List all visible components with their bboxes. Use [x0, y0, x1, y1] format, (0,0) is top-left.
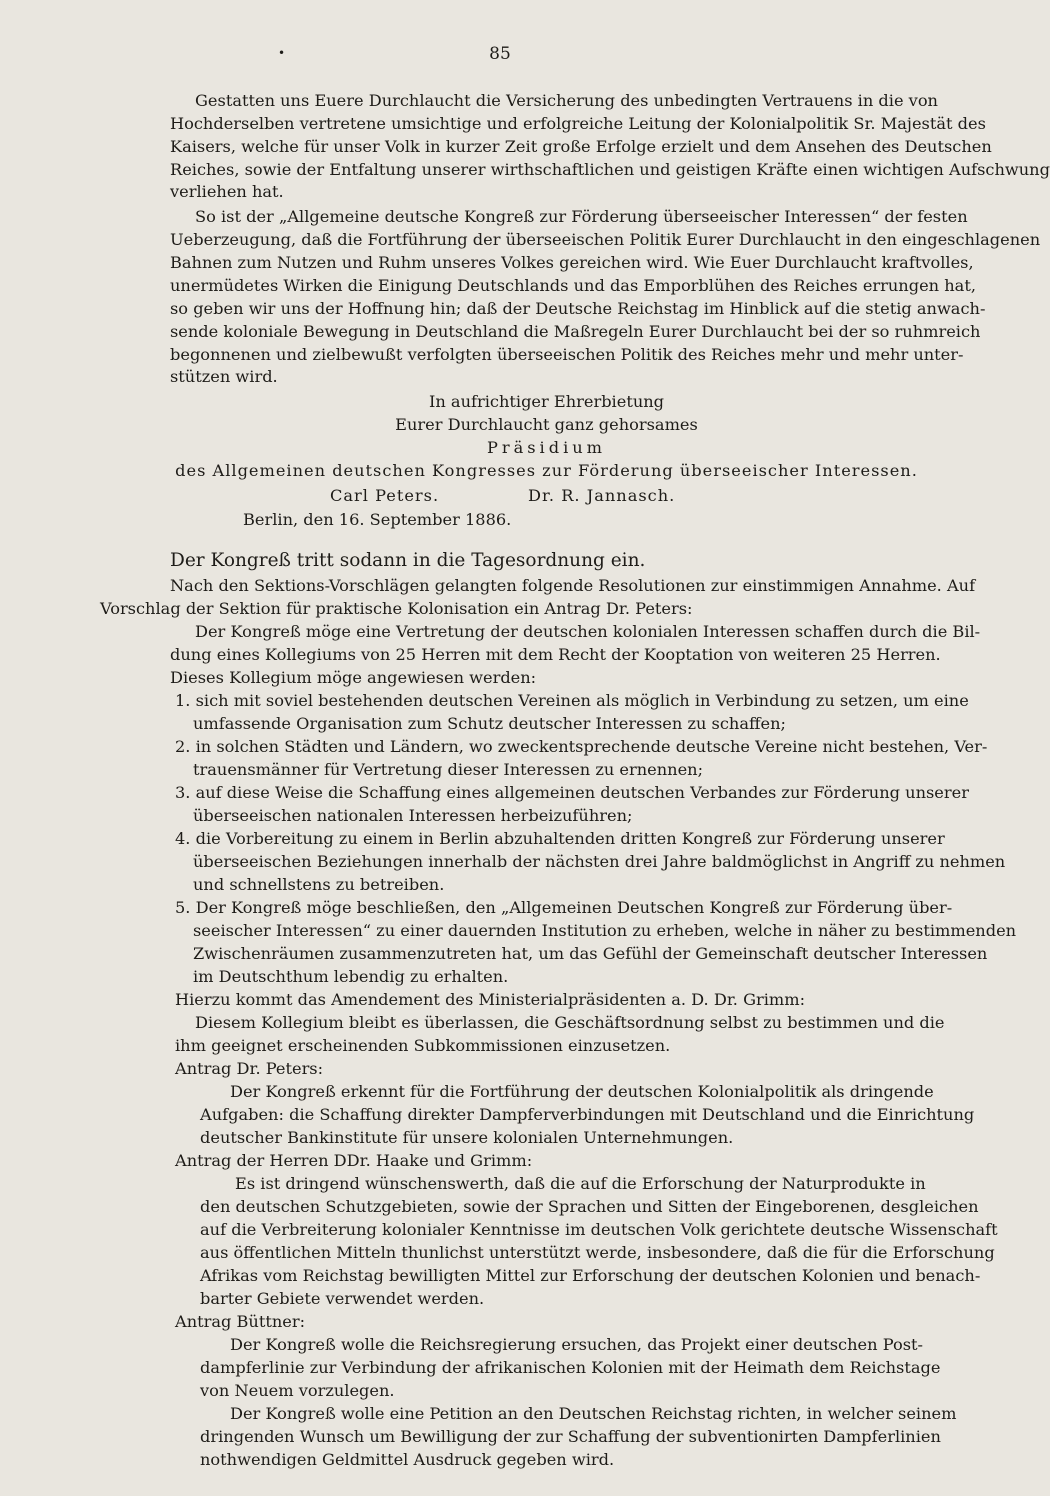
text-line: Zwischenräumen zusammenzutreten hat, um das Gefühl der Gemeinschaft deutscher Interessen [193, 944, 988, 963]
text-line: dringenden Wunsch um Bewilligung der zur Schaffung der subventionirten Dampferlinien [200, 1427, 941, 1446]
text-line: Der Kongreß wolle eine Petition an den Deutschen Reichstag richten, in welcher seinem [230, 1404, 957, 1423]
text-line: Antrag Dr. Peters: [175, 1059, 324, 1078]
text-line: den deutschen Schutzgebieten, sowie der Sprachen und Sitten der Eingeborenen, desgleichen [200, 1197, 979, 1216]
text-line: Kaisers, welche für unser Volk in kurzer Zeit große Erfolge erzielt und dem Ansehen des Deutschen [170, 137, 992, 156]
text-line: Hochderselben vertretene umsichtige und erfolgreiche Leitung der Kolonialpolitik Sr. Majestät des [170, 114, 986, 133]
list-item: 2. in solchen Städten und Ländern, wo zweckentsprechende deutsche Vereine nicht bestehen, Ver- [175, 737, 988, 756]
letter-date: Berlin, den 16. September 1886. [243, 510, 512, 529]
text-line: nothwendigen Geldmittel Ausdruck gegeben wird. [200, 1450, 615, 1469]
text-line: trauensmänner für Vertretung dieser Interessen zu ernennen; [193, 760, 704, 779]
list-item: 3. auf diese Weise die Schaffung eines allgemeinen deutschen Verbandes zur Förderung unserer [175, 783, 969, 802]
text-line: so geben wir uns der Hoffnung hin; daß der Deutsche Reichstag im Hinblick auf die stetig anwach- [170, 299, 986, 318]
text-line: dung eines Kollegiums von 25 Herren mit dem Recht der Kooptation von weiteren 25 Herren. [170, 645, 941, 664]
list-item: 4. die Vorbereitung zu einem in Berlin abzuhaltenden dritten Kongreß zur Förderung unserer [175, 829, 945, 848]
text-line: barter Gebiete verwendet werden. [200, 1289, 485, 1308]
congress-name: des Allgemeinen deutschen Kongresses zur Förderung überseeischer Interessen. [175, 461, 918, 480]
text-line: Der Kongreß möge eine Vertretung der deutschen kolonialen Interessen schaffen durch die Bil- [195, 622, 981, 641]
text-line: auf die Verbreiterung kolonialer Kenntnisse im deutschen Volk gerichtete deutsche Wissenschaft [200, 1220, 998, 1239]
text-line: Nach den Sektions-Vorschlägen gelangten folgende Resolutionen zur einstimmigen Annahme. Auf [170, 576, 976, 595]
text-line: Reiches, sowie der Entfaltung unserer wirthschaftlichen und geistigen Kräfte einen wichtigen Aufschwung [170, 160, 1050, 179]
text-line: unermüdetes Wirken die Einigung Deutschlands und das Emporblühen des Reiches errungen hat, [170, 276, 976, 295]
text-line: umfassende Organisation zum Schutz deutscher Interessen zu schaffen; [193, 714, 786, 733]
text-line: verliehen hat. [170, 182, 284, 201]
text-line: Der Kongreß wolle die Reichsregierung ersuchen, das Projekt einer deutschen Post- [230, 1335, 923, 1354]
closing-line: Eurer Durchlaucht ganz gehorsames [395, 415, 698, 434]
text-line: Ueberzeugung, daß die Fortführung der überseeischen Politik Eurer Durchlaucht in den eingeschlagenen [170, 230, 1041, 249]
praesidium-heading: Präsidium [486, 438, 607, 457]
signer-peters: Carl Peters. [330, 486, 440, 505]
text-line: deutscher Bankinstitute für unsere kolonialen Unternehmungen. [200, 1128, 734, 1147]
text-line: Gestatten uns Euere Durchlaucht die Versicherung des unbedingten Vertrauens in die von [195, 91, 938, 110]
text-line: sende koloniale Bewegung in Deutschland die Maßregeln Eurer Durchlaucht bei der so ruhmreich [170, 322, 981, 341]
text-line: Vorschlag der Sektion für praktische Kolonisation ein Antrag Dr. Peters: [100, 599, 693, 618]
text-line: ihm geeignet erscheinenden Subkommissionen einzusetzen. [175, 1036, 671, 1055]
text-line: Aufgaben: die Schaffung direkter Dampferverbindungen mit Deutschland und die Einrichtung [200, 1105, 975, 1124]
text-line: stützen wird. [170, 367, 278, 386]
text-line: und schnellstens zu betreiben. [193, 875, 445, 894]
text-line: Es ist dringend wünschenswerth, daß die auf die Erforschung der Naturprodukte in [235, 1174, 926, 1193]
text-line: Diesem Kollegium bleibt es überlassen, die Geschäftsordnung selbst zu bestimmen und die [195, 1013, 945, 1032]
list-item: 5. Der Kongreß möge beschließen, den „Allgemeinen Deutschen Kongreß zur Förderung über- [175, 898, 953, 917]
margin-mark: • [278, 46, 286, 60]
page-number: 85 [489, 44, 511, 64]
text-line: überseeischen nationalen Interessen herbeizuführen; [193, 806, 633, 825]
signer-jannasch: Dr. R. Jannasch. [528, 486, 676, 505]
text-line: Der Kongreß erkennt für die Fortführung der deutschen Kolonialpolitik als dringende [230, 1082, 934, 1101]
text-line: aus öffentlichen Mitteln thunlichst unterstützt werde, insbesondere, daß die für die Erforschung [200, 1243, 995, 1262]
text-line: im Deutschthum lebendig zu erhalten. [193, 967, 509, 986]
text-line: überseeischen Beziehungen innerhalb der nächsten drei Jahre baldmöglichst in Angriff zu nehmen [193, 852, 1006, 871]
text-line: Afrikas vom Reichstag bewilligten Mittel zur Erforschung der deutschen Kolonien und benach- [200, 1266, 981, 1285]
section-heading: Der Kongreß tritt sodann in die Tagesordnung ein. [170, 550, 646, 571]
text-line: Antrag der Herren DDr. Haake und Grimm: [175, 1151, 533, 1170]
text-line: So ist der „Allgemeine deutsche Kongreß zur Förderung überseeischer Interessen“ der festen [195, 207, 968, 226]
text-line: seeischer Interessen“ zu einer dauernden Institution zu erheben, welche in näher zu bestimmenden [193, 921, 1017, 940]
text-line: begonnenen und zielbewußt verfolgten überseeischen Politik des Reiches mehr und mehr unter- [170, 345, 964, 364]
text-line: von Neuem vorzulegen. [200, 1381, 395, 1400]
text-line: Antrag Büttner: [175, 1312, 306, 1331]
list-item: 1. sich mit soviel bestehenden deutschen Vereinen als möglich in Verbindung zu setzen, um eine [175, 691, 969, 710]
text-line: Bahnen zum Nutzen und Ruhm unseres Volkes gereichen wird. Wie Euer Durchlaucht kraftvolles, [170, 253, 974, 272]
text-line: dampferlinie zur Verbindung der afrikanischen Kolonien mit der Heimath dem Reichstage [200, 1358, 941, 1377]
text-line: Hierzu kommt das Amendement des Ministerialpräsidenten a. D. Dr. Grimm: [175, 990, 806, 1009]
closing-line: In aufrichtiger Ehrerbietung [428, 392, 665, 411]
text-line: Dieses Kollegium möge angewiesen werden: [170, 668, 537, 687]
